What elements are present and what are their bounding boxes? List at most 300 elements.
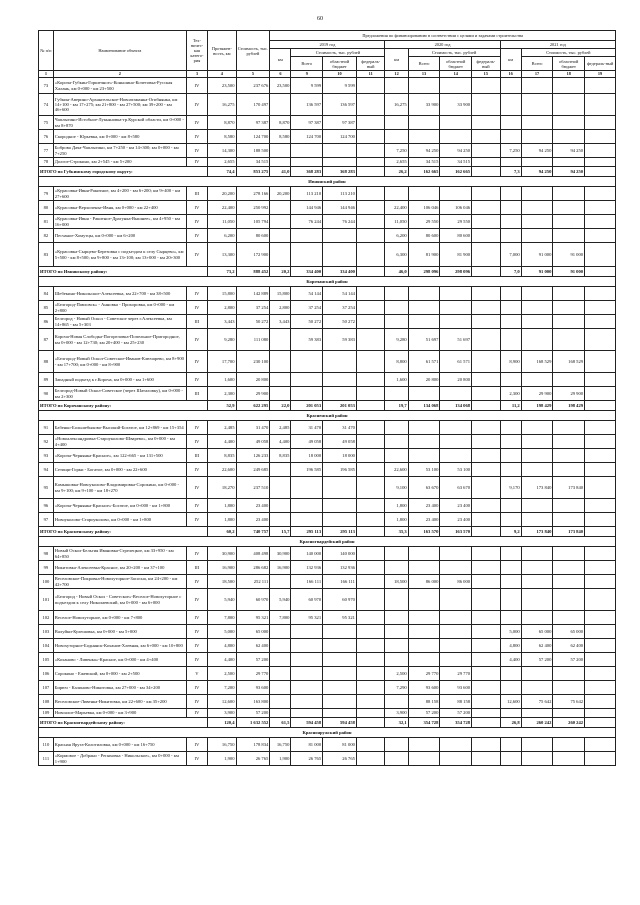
table-cell: 18,500 <box>385 575 408 589</box>
total-cell <box>472 718 501 728</box>
table-cell <box>500 449 521 463</box>
object-name-cell: «Белгород-Павловск» - Анновка - Прохоровка, км 0+000 - км 2+800 <box>53 301 186 315</box>
table-cell <box>472 449 501 463</box>
total-cell: 35,3 <box>385 527 408 537</box>
table-cell <box>270 681 291 695</box>
table-cell: 59 383 <box>291 329 323 351</box>
table-row <box>39 611 616 625</box>
table-cell <box>500 94 521 116</box>
table-cell <box>356 144 385 158</box>
total-cell: 354 728 <box>408 718 440 728</box>
object-name-cell: Сетищи-Горки - Богатое, км 0+000 - км 22+600 <box>53 463 186 477</box>
table-cell <box>500 187 521 201</box>
table-cell <box>521 499 553 513</box>
table-cell <box>323 351 357 373</box>
table-cell <box>585 315 616 329</box>
column-number: 18 <box>553 71 585 78</box>
table-cell: 105 794 <box>236 215 270 229</box>
table-cell: 110 <box>39 738 54 752</box>
table-cell: 8,870 <box>208 116 237 130</box>
table-cell <box>291 243 323 267</box>
table-cell <box>472 315 501 329</box>
table-cell: 95 321 <box>291 611 323 625</box>
table-cell: 78 <box>39 158 54 167</box>
table-cell: 93 <box>39 449 54 463</box>
table-cell <box>521 589 553 611</box>
table-cell <box>500 463 521 477</box>
table-cell: 173 840 <box>521 477 553 499</box>
table-cell: 22,600 <box>208 463 237 477</box>
district-total-row <box>39 267 616 277</box>
object-name-cell: «Короча-Чернянка-Красное», км 122+665 - км 131+500 <box>53 449 186 463</box>
total-cell: 26,2 <box>385 167 408 177</box>
table-row <box>39 513 616 527</box>
table-cell: 88 158 <box>408 695 440 709</box>
table-cell <box>472 94 501 116</box>
table-cell <box>408 547 440 561</box>
table-cell: 18,270 <box>208 477 237 499</box>
table-cell <box>440 738 472 752</box>
table-cell <box>356 301 385 315</box>
total-cell: 94 250 <box>521 167 553 177</box>
table-cell <box>291 639 323 653</box>
table-cell <box>356 158 385 167</box>
table-cell: 278 166 <box>236 187 270 201</box>
table-cell: III <box>186 449 207 463</box>
table-cell <box>521 738 553 752</box>
table-cell <box>521 463 553 477</box>
table-cell: 30,900 <box>270 547 291 561</box>
table-cell <box>356 752 385 766</box>
table-cell <box>585 639 616 653</box>
table-cell: 124 700 <box>236 130 270 144</box>
table-cell: 26 765 <box>291 752 323 766</box>
total-label: ИТОГО по Корочанскому району: <box>39 401 208 411</box>
table-cell: 34 515 <box>236 158 270 167</box>
table-row <box>39 681 616 695</box>
table-cell: 62 400 <box>236 639 270 653</box>
table-cell: IV <box>186 144 207 158</box>
object-name-cell: «Новоалександровка-Староуколово-Шварево», км 0+000 - км 4+400 <box>53 435 186 449</box>
district-section-row <box>39 277 616 287</box>
table-cell <box>270 477 291 499</box>
table-cell: 86 000 <box>408 575 440 589</box>
table-row <box>39 709 616 718</box>
object-name-cell: Шебекино-Никольское-Алексеевка, км 22+700 - км 38+500 <box>53 287 186 301</box>
table-cell: 140 000 <box>291 547 323 561</box>
header-regional: областной бюджет <box>323 57 357 71</box>
table-cell: 34 515 <box>408 158 440 167</box>
table-cell <box>500 158 521 167</box>
total-cell: 198 429 <box>521 401 553 411</box>
table-cell <box>291 477 323 499</box>
header-km: км <box>500 49 521 71</box>
table-cell <box>521 561 553 575</box>
table-cell <box>356 373 385 387</box>
table-cell <box>472 158 501 167</box>
table-cell: 93 600 <box>408 681 440 695</box>
table-cell <box>291 144 323 158</box>
object-name-cell: Боброва Дача-Чаплыгино, км 7+250 - км 14+300; км 0+000 - км 7+250 <box>53 144 186 158</box>
table-cell: 26 765 <box>236 752 270 766</box>
table-cell <box>585 653 616 667</box>
table-cell: 94 <box>39 463 54 477</box>
table-cell <box>521 709 553 718</box>
table-cell <box>585 611 616 625</box>
table-row <box>39 561 616 575</box>
table-cell: 7,200 <box>208 681 237 695</box>
table-cell: 54 144 <box>323 287 357 301</box>
table-cell: III <box>186 315 207 329</box>
table-cell <box>585 301 616 315</box>
table-cell <box>585 589 616 611</box>
total-cell: 594 458 <box>291 718 323 728</box>
table-cell: 31 470 <box>236 421 270 435</box>
table-cell <box>323 229 357 243</box>
total-cell: 173 840 <box>521 527 553 537</box>
table-cell <box>408 589 440 611</box>
table-cell: 5,000 <box>500 625 521 639</box>
object-name-cell: Веселовское-Ливенка-Никитовка, км 22+600 - км 35+200 <box>53 695 186 709</box>
table-cell <box>500 301 521 315</box>
table-cell <box>585 695 616 709</box>
table-cell <box>356 499 385 513</box>
total-cell: 853 275 <box>236 167 270 177</box>
table-cell: 23 400 <box>236 499 270 513</box>
table-cell: 57 200 <box>236 709 270 718</box>
table-cell: 104 <box>39 639 54 653</box>
table-cell: 50 272 <box>236 315 270 329</box>
table-cell: 16,750 <box>270 738 291 752</box>
table-cell: IV <box>186 639 207 653</box>
total-cell: 295 113 <box>291 527 323 537</box>
table-cell <box>270 499 291 513</box>
table-cell <box>385 449 408 463</box>
table-cell <box>385 611 408 625</box>
table-cell: 1,600 <box>208 373 237 387</box>
total-cell: 22,0 <box>270 401 291 411</box>
table-cell: 80 600 <box>408 229 440 243</box>
table-cell: IV <box>186 287 207 301</box>
table-cell <box>356 625 385 639</box>
column-number: 15 <box>472 71 501 78</box>
table-cell: 50 272 <box>323 315 357 329</box>
table-cell <box>500 681 521 695</box>
table-cell: 11,050 <box>208 215 237 229</box>
table-cell <box>472 477 501 499</box>
table-cell: 37 254 <box>323 301 357 315</box>
table-cell: 113 210 <box>323 187 357 201</box>
table-cell: 144 946 <box>323 201 357 215</box>
table-cell: IV <box>186 373 207 387</box>
object-name-cell: «Курасовка-Верхопенье-Ивня, км 0+000 - км 22+400 <box>53 201 186 215</box>
table-cell: 82 <box>39 229 54 243</box>
table-cell: 9 599 <box>291 78 323 94</box>
table-cell <box>440 387 472 401</box>
table-cell <box>323 681 357 695</box>
table-cell: IV <box>186 201 207 215</box>
table-cell <box>585 215 616 229</box>
total-cell: 334 400 <box>323 267 357 277</box>
table-cell <box>356 421 385 435</box>
table-cell: IV <box>186 158 207 167</box>
header-total: Всего <box>291 57 323 71</box>
table-cell <box>270 215 291 229</box>
total-cell: 73,2 <box>208 267 237 277</box>
table-cell <box>472 709 501 718</box>
header-year: 2021 год <box>500 41 615 49</box>
district-name: Корочанский район <box>39 277 616 287</box>
table-cell <box>356 187 385 201</box>
district-total-row <box>39 167 616 177</box>
table-cell <box>500 215 521 229</box>
table-cell: 102 <box>39 611 54 625</box>
table-cell <box>585 681 616 695</box>
table-cell <box>472 561 501 575</box>
table-cell: 163 800 <box>236 695 270 709</box>
table-cell <box>385 738 408 752</box>
table-cell: 65 000 <box>236 625 270 639</box>
table-cell: 23 400 <box>408 499 440 513</box>
table-cell: 1,900 <box>270 752 291 766</box>
total-cell: 201 053 <box>291 401 323 411</box>
table-cell <box>385 421 408 435</box>
table-cell: 92 <box>39 435 54 449</box>
table-cell: 111 <box>39 752 54 766</box>
table-cell: 15,800 <box>208 287 237 301</box>
table-cell <box>585 130 616 144</box>
table-cell: IV <box>186 575 207 589</box>
table-row <box>39 301 616 315</box>
table-cell <box>440 301 472 315</box>
table-cell: 100 <box>39 575 54 589</box>
table-cell: 29 900 <box>521 387 553 401</box>
table-cell <box>521 187 553 201</box>
total-cell: 295 113 <box>323 527 357 537</box>
table-cell: IV <box>186 329 207 351</box>
page-number: 60 <box>317 16 323 22</box>
object-name-cell: «Коханово - Ливенка»-Красное, км 0+000 - км 4+400 <box>53 653 186 667</box>
table-cell: 7,250 <box>500 144 521 158</box>
table-cell: 86 <box>39 315 54 329</box>
table-cell: 90 <box>39 387 54 401</box>
header-proposals: Предложения по финансированию в соответствии с целями и задачами строительства <box>270 31 616 41</box>
table-cell: 18 000 <box>323 449 357 463</box>
table-cell: 95 321 <box>323 611 357 625</box>
table-cell: IV <box>186 653 207 667</box>
table-cell <box>356 575 385 589</box>
table-cell <box>356 130 385 144</box>
table-cell <box>356 94 385 116</box>
table-cell: 51 697 <box>440 329 472 351</box>
object-name-cell: Новоалое-Марьевка, км 0+000 - км 3+900 <box>53 709 186 718</box>
road-program-table <box>38 30 616 766</box>
table-cell <box>356 738 385 752</box>
table-cell: 2,500 <box>208 667 237 681</box>
column-number: 17 <box>521 71 553 78</box>
table-cell <box>585 477 616 499</box>
total-cell: 740 757 <box>236 527 270 537</box>
table-cell: 57 200 <box>440 709 472 718</box>
total-cell: 888 452 <box>236 267 270 277</box>
total-cell: 41,0 <box>270 167 291 177</box>
table-cell <box>521 421 553 435</box>
header-cost-group: Стоимость, тыс. рублей <box>291 49 385 57</box>
total-cell <box>585 718 616 728</box>
table-cell: 106 046 <box>408 201 440 215</box>
table-cell: 6,200 <box>208 229 237 243</box>
table-cell <box>440 589 472 611</box>
table-cell: 20,200 <box>208 187 237 201</box>
table-cell: 16,750 <box>208 738 237 752</box>
table-cell <box>472 575 501 589</box>
table-cell <box>323 373 357 387</box>
table-cell <box>521 449 553 463</box>
table-cell <box>553 738 585 752</box>
table-row <box>39 387 616 401</box>
table-cell <box>472 215 501 229</box>
table-cell <box>270 667 291 681</box>
table-cell <box>440 287 472 301</box>
total-label: ИТОГО по Губкинскому городскому округу: <box>39 167 208 177</box>
table-cell <box>356 243 385 267</box>
total-cell: 15,7 <box>270 527 291 537</box>
table-cell <box>440 449 472 463</box>
total-cell: 61,5 <box>270 718 291 728</box>
table-cell <box>440 611 472 625</box>
object-name-cell: Сорокино - Ежевский, км 0+000 - км 2+500 <box>53 667 186 681</box>
table-cell: 29 770 <box>440 667 472 681</box>
table-cell <box>500 229 521 243</box>
table-cell <box>385 695 408 709</box>
table-cell <box>472 653 501 667</box>
table-cell: 136 597 <box>323 94 357 116</box>
table-cell: 74 <box>39 94 54 116</box>
table-cell <box>356 351 385 373</box>
header-regional: областной бюджет <box>440 57 472 71</box>
header-km: км <box>270 49 291 71</box>
table-cell <box>521 158 553 167</box>
table-cell <box>440 116 472 130</box>
table-cell <box>270 625 291 639</box>
column-number: 16 <box>500 71 521 78</box>
table-row <box>39 589 616 611</box>
table-cell: 249 685 <box>236 463 270 477</box>
table-cell: 60 970 <box>323 589 357 611</box>
column-number: 19 <box>585 71 616 78</box>
table-cell <box>500 130 521 144</box>
total-cell <box>585 167 616 177</box>
table-cell <box>270 94 291 116</box>
table-cell: 12,600 <box>208 695 237 709</box>
table-cell <box>472 301 501 315</box>
table-cell <box>585 94 616 116</box>
table-cell: III <box>186 561 207 575</box>
table-cell <box>291 513 323 527</box>
table-cell <box>356 435 385 449</box>
header-cost-group: Стоимость, тыс. рублей <box>521 49 615 57</box>
object-name-cell: Песчаное-Хомутцы, км 0+000 - км 6+200 <box>53 229 186 243</box>
table-cell: 3,443 <box>208 315 237 329</box>
table-cell <box>291 695 323 709</box>
total-cell <box>356 718 385 728</box>
table-cell <box>472 130 501 144</box>
table-row <box>39 738 616 752</box>
table-cell <box>270 695 291 709</box>
table-cell <box>500 421 521 435</box>
column-number: 3 <box>186 71 207 78</box>
table-cell <box>408 421 440 435</box>
table-cell <box>553 158 585 167</box>
table-cell <box>521 752 553 766</box>
total-cell: 260 242 <box>521 718 553 728</box>
table-cell <box>585 373 616 387</box>
table-cell: 17,700 <box>208 351 237 373</box>
table-cell <box>291 667 323 681</box>
table-cell: 16,275 <box>385 94 408 116</box>
table-cell <box>500 315 521 329</box>
table-cell <box>521 215 553 229</box>
table-cell <box>500 287 521 301</box>
table-cell <box>585 421 616 435</box>
table-cell: IV <box>186 229 207 243</box>
table-cell: 61 571 <box>408 351 440 373</box>
table-cell <box>408 387 440 401</box>
table-cell <box>291 653 323 667</box>
table-cell <box>356 287 385 301</box>
table-cell <box>356 681 385 695</box>
table-cell: 4,400 <box>270 435 291 449</box>
table-cell <box>521 575 553 589</box>
table-cell: 106 <box>39 667 54 681</box>
total-cell: 91 000 <box>521 267 553 277</box>
table-row <box>39 547 616 561</box>
table-row <box>39 499 616 513</box>
table-cell <box>291 387 323 401</box>
table-cell <box>323 695 357 709</box>
table-cell: 18,500 <box>208 575 237 589</box>
table-cell: IV <box>186 463 207 477</box>
table-cell: III <box>186 387 207 401</box>
total-label: ИТОГО по Ивнянскому району: <box>39 267 208 277</box>
table-row <box>39 449 616 463</box>
table-cell: 57 200 <box>408 709 440 718</box>
table-row <box>39 477 616 499</box>
table-cell: 3,900 <box>385 709 408 718</box>
total-cell: 7,3 <box>500 167 521 177</box>
table-cell: 7,800 <box>208 611 237 625</box>
table-row <box>39 625 616 639</box>
table-cell <box>356 315 385 329</box>
table-cell: 2,655 <box>208 158 237 167</box>
table-cell: IV <box>186 94 207 116</box>
header-cost-group: Стоимость, тыс. рублей <box>408 49 500 57</box>
total-cell <box>356 401 385 411</box>
table-cell <box>553 547 585 561</box>
table-cell: 178 834 <box>236 738 270 752</box>
total-cell: 19,7 <box>385 401 408 411</box>
table-cell: 4,400 <box>208 653 237 667</box>
table-cell <box>500 709 521 718</box>
table-cell <box>270 373 291 387</box>
total-cell: 134 068 <box>408 401 440 411</box>
table-cell <box>553 78 585 94</box>
table-cell: 94 250 <box>440 144 472 158</box>
table-cell <box>500 499 521 513</box>
table-cell <box>553 373 585 387</box>
table-cell <box>472 499 501 513</box>
table-cell <box>440 435 472 449</box>
